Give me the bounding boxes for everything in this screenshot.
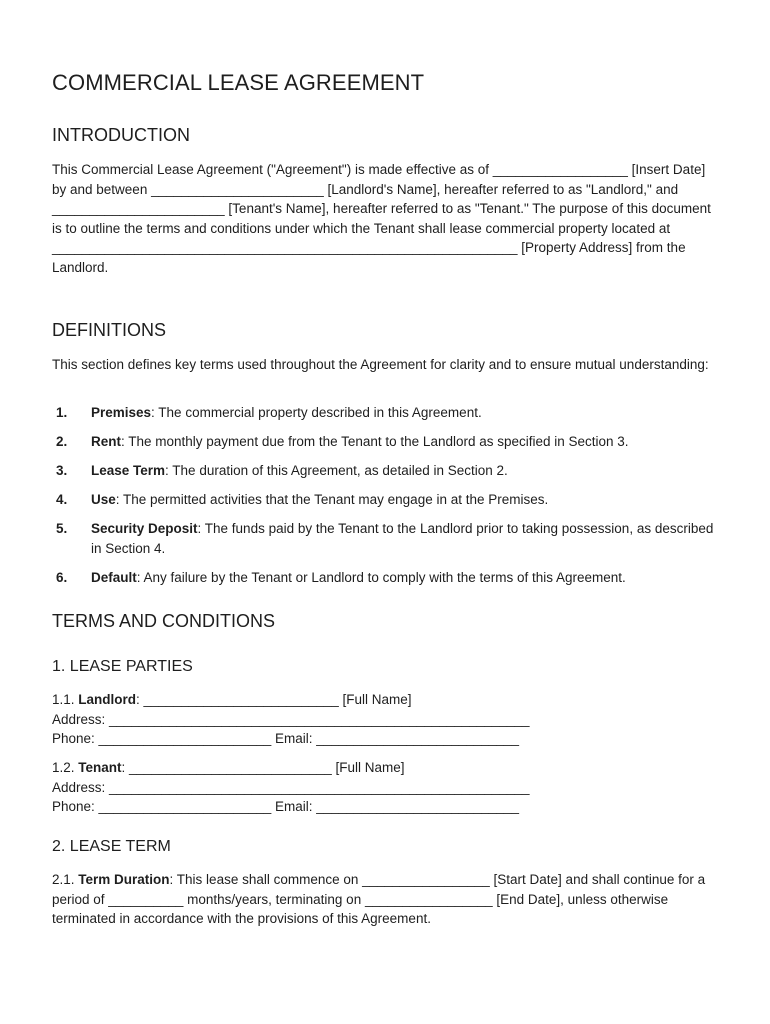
definition-text: : The monthly payment due from the Tenant to the Landlord as specified in Section 3. <box>121 434 629 449</box>
definition-item <box>52 519 722 558</box>
definition-term: Lease Term <box>91 463 166 478</box>
definition-term: Use <box>91 492 116 507</box>
tenant-block <box>52 758 722 817</box>
document-title: COMMERCIAL LEASE AGREEMENT <box>52 70 425 95</box>
clause-number: 1.2. <box>52 760 79 775</box>
item-number: 3. <box>56 463 68 478</box>
definition-term: Security Deposit <box>91 521 198 536</box>
item-number: 2. <box>56 434 68 449</box>
definition-term: Default <box>91 569 137 585</box>
landlord-address-line: Address: ________________________________________________________ <box>52 711 530 727</box>
clause-number: 1.1. <box>52 692 79 707</box>
tenant-address-line: Address: ________________________________________________________ <box>52 779 530 795</box>
definition-item <box>52 403 722 423</box>
lease-term-heading: 2. LEASE TERM <box>52 838 171 855</box>
term-duration-text: : This lease shall commence on _________________ [Start Date] and shall continue for a period of __________ months/years, terminating on _________________ [End Date], unless otherwise terminated in accordance with the provisions of this Agreement. <box>52 872 706 926</box>
tenant-label: Tenant <box>78 760 122 775</box>
definitions-intro: This section defines key terms used throughout the Agreement for clarity and to ensure mutual understanding: <box>52 357 709 372</box>
landlord-name-field: : __________________________ [Full Name] <box>136 692 412 707</box>
item-number: 4. <box>56 492 68 507</box>
definitions-heading: DEFINITIONS <box>52 320 167 340</box>
definitions-list <box>52 403 722 597</box>
lease-parties-heading: 1. LEASE PARTIES <box>52 658 193 675</box>
definition-term: Rent <box>91 434 121 449</box>
item-number: 6. <box>56 569 68 585</box>
definition-text: : The duration of this Agreement, as detailed in Section 2. <box>165 463 508 478</box>
term-duration-label: Term Duration <box>78 872 170 887</box>
clause-number: 2.1. <box>52 872 79 887</box>
term-duration-paragraph <box>52 870 722 929</box>
landlord-name-line <box>52 690 722 710</box>
tenant-contact-line: Phone: _______________________ Email: ___________________________ <box>52 799 519 814</box>
definition-item <box>52 432 722 452</box>
item-number: 5. <box>56 521 68 536</box>
definition-term: Premises <box>91 405 152 420</box>
definition-item <box>52 568 722 588</box>
introduction-paragraph: This Commercial Lease Agreement ("Agreement") is made effective as of __________________ [Insert Date] by and between _______________________ [Landlord's Name], hereafter referred to as "Landlord," and _______________________ [Tenant's Name], hereafter referred to as "Tenant." The purpose of this document is to outline the terms and conditions under which the Tenant shall lease commercial property located at ______________________________________________________________ [Property Address] from the Landlord. <box>52 162 711 275</box>
definition-text: : The permitted activities that the Tenant may engage in at the Premises. <box>115 492 549 507</box>
definition-item <box>52 490 722 510</box>
landlord-block <box>52 690 722 749</box>
item-number: 1. <box>56 405 68 420</box>
definition-text: : Any failure by the Tenant or Landlord to comply with the terms of this Agreement. <box>136 569 626 585</box>
tenant-name-field: : ___________________________ [Full Name] <box>121 760 405 775</box>
tenant-name-line <box>52 758 722 778</box>
introduction-heading: INTRODUCTION <box>52 125 190 145</box>
landlord-label: Landlord <box>78 692 137 707</box>
definition-text: : The funds paid by the Tenant to the Landlord prior to taking possession, as described in Section 4. <box>91 521 714 556</box>
definition-item <box>52 461 722 481</box>
landlord-contact-line: Phone: _______________________ Email: ___________________________ <box>52 731 519 746</box>
definition-text: : The commercial property described in this Agreement. <box>151 405 482 420</box>
terms-heading: TERMS AND CONDITIONS <box>52 611 276 631</box>
